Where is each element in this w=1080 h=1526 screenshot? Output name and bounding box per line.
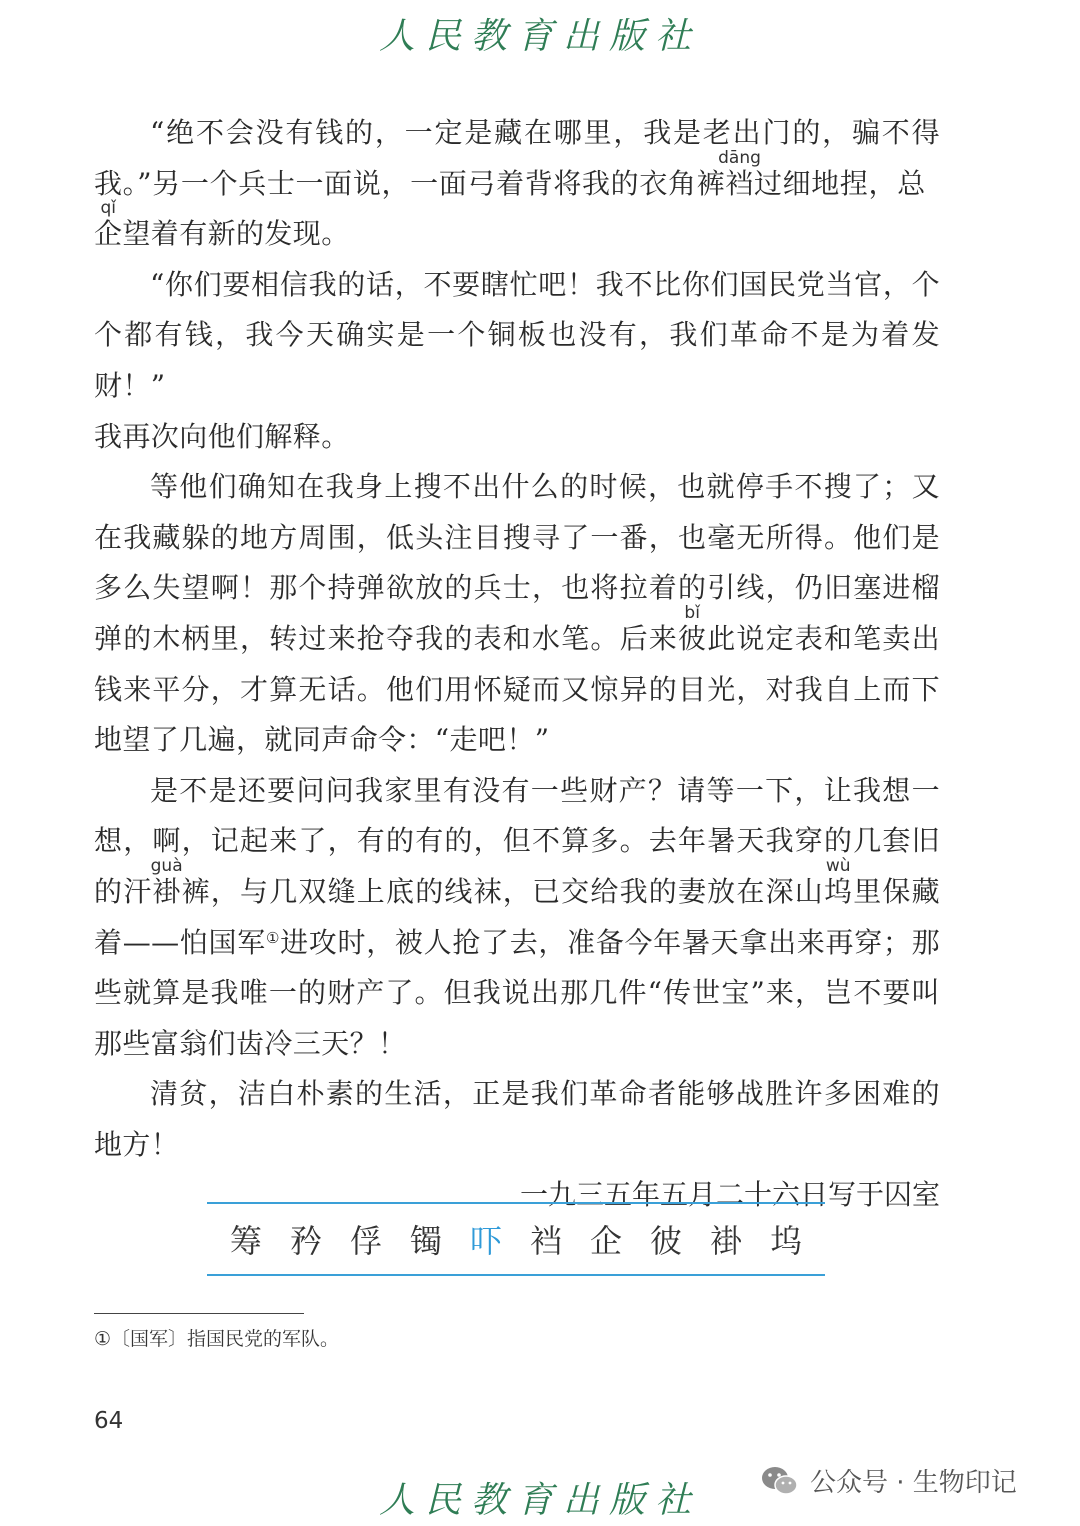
new-words-box: [207, 1202, 825, 1276]
text-span: “绝不会没有钱的，一定是藏在哪里，我是老出门的，骗不得我。”另一个兵士一面说，一面弓着背将我的衣角裤: [94, 116, 940, 200]
wechat-icon: [760, 1464, 800, 1498]
text-span: 等他们确知在我身上搜不出什么的时候，也就停手不搜了；又在我藏躲的地方周围，低头注目搜寻了一番，也毫无所得。他们是多么失望啊！那个持弹欲放的兵士，也将拉着的引线，仍旧塞进榴弹的木柄里，转过来抢夺我的表和水笔。后来: [94, 470, 940, 655]
paragraph-5: 清贫，洁白朴素的生活，正是我们革命者能够战胜许多困难的地方！: [94, 1077, 940, 1161]
pinyin: qǐ: [94, 198, 123, 219]
paragraph-4: [94, 766, 940, 1070]
ruby-base: 裆: [718, 166, 761, 200]
new-word-char: 矜: [289, 1222, 322, 1260]
text-span: 进攻时，被人抢了去，准备今年暑天拿出来再穿；那些就算是我唯一的财产了。但我说出那几件“传世宝”来，岂不要叫那些富翁们齿冷三天？！: [94, 925, 940, 1060]
new-word-char: 企: [590, 1222, 623, 1260]
new-word-char: 筹: [229, 1222, 262, 1260]
text-span: 此说定表和笔卖出钱来平分，才算无话。他们用怀疑而又惊异的目光，对我自上而下地望了几遍，就同声命令：“走吧！”: [94, 621, 940, 757]
new-word-char: 彼: [650, 1222, 683, 1260]
text-span: 里保藏着——怕国军: [94, 874, 940, 959]
ruby-base: 坞: [823, 874, 854, 908]
new-word-char: 俘: [349, 1222, 382, 1260]
footnote-divider: [94, 1313, 304, 1314]
pinyin-annotation: [677, 602, 708, 655]
main-text: [94, 108, 940, 1221]
ruby-base: 彼: [677, 621, 708, 655]
new-word-char: 裆: [530, 1222, 563, 1260]
footnote: ①〔国军〕指国民党的军队。: [94, 1328, 340, 1350]
watermark: [760, 1462, 1017, 1499]
page-number: 64: [94, 1408, 124, 1434]
text-span: 裤，与几双缝上底的线袜，已交给我的妻放在深山: [180, 874, 824, 908]
new-word-char: 吓: [469, 1222, 502, 1260]
pinyin: wù: [823, 855, 853, 876]
pinyin-annotation: [718, 147, 761, 200]
signoff-date: 一九三五年五月二十六日写于囚室: [519, 1178, 940, 1212]
pinyin-annotation: [94, 198, 123, 251]
footnote-marker[interactable]: ①: [265, 928, 281, 947]
pinyin-annotation: [823, 855, 854, 908]
ruby-base: 企: [94, 217, 123, 251]
new-word-char: 坞: [770, 1222, 803, 1260]
paragraph-2: “你们要相信我的话，不要瞎忙吧！我不比你们国民党当官，个个都有钱，我今天确实是一个铜板也没有，我们革命不是为着发财！”: [94, 267, 940, 402]
text-span: 是不是还要问问我家里有没有一些财产？请等一下，让我想一想，啊，记起来了，有的有的，但不算多。去年暑天我穿的几套旧的汗: [94, 773, 940, 908]
paragraph-1: [94, 108, 940, 260]
publisher-footer: 人民教育出版社: [378, 1480, 701, 1521]
new-word-char: 镯: [409, 1222, 442, 1260]
paragraph-2-continued: 我再次向他们解释。: [94, 419, 350, 453]
paragraph-3: [94, 462, 940, 766]
watermark-text: 公众号 · 生物印记: [810, 1468, 1017, 1498]
text-span: 望着有新的发现。: [122, 217, 350, 251]
publisher-header: 人民教育出版社: [378, 16, 701, 57]
pinyin-annotation: [150, 855, 183, 908]
pinyin: dāng: [718, 147, 761, 168]
text-span: 过细地捏，总: [753, 166, 926, 200]
pinyin: guà: [150, 855, 183, 876]
new-word-char: 褂: [710, 1222, 743, 1260]
pinyin: bǐ: [677, 602, 707, 623]
ruby-base: 褂: [150, 874, 183, 908]
